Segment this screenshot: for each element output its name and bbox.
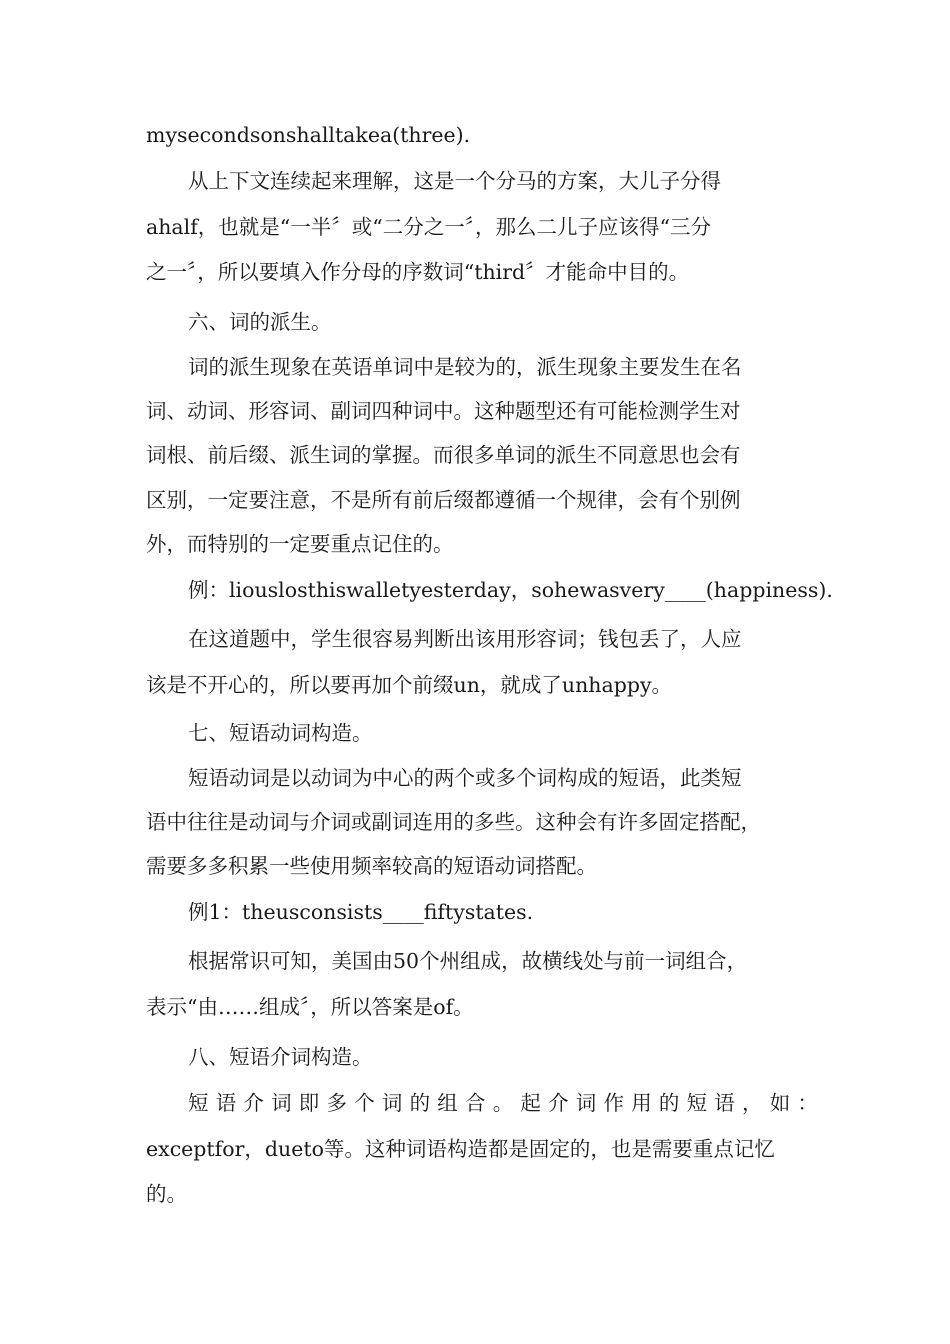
text-line: 根据常识可知，美国由50个州组成，故横线处与前一词组合，	[188, 949, 748, 973]
text-line: 语中往往是动词与介词或副词连用的多些。这种会有许多固定搭配，	[146, 810, 761, 834]
section-heading: 七、短语动词构造。	[188, 721, 373, 745]
text-line: 之一〞，所以要填入作分母的序数词“third〞才能命中目的。	[146, 260, 690, 284]
text-line: 表示“由……组成〞，所以答案是of。	[146, 995, 474, 1019]
text-line: 在这道题中，学生很容易判断出该用形容词；钱包丢了，人应	[188, 627, 742, 651]
text-line: exceptfor，dueto等。这种词语构造都是固定的，也是需要重点记忆	[146, 1137, 775, 1161]
text-line: 需要多多积累一些使用频率较高的短语动词搭配。	[146, 854, 597, 878]
text-line: 从上下文连续起来理解，这是一个分马的方案，大儿子分得	[188, 169, 721, 193]
text-line: 外，而特别的一定要重点记住的。	[146, 532, 454, 556]
section-heading: 六、词的派生。	[188, 310, 332, 334]
text-line: mysecondsonshalltakea(three).	[146, 123, 471, 147]
text-line: 的。	[146, 1182, 187, 1206]
text-line: ahalf，也就是“一半〞或“二分之一〞，那么二儿子应该得“三分	[146, 215, 711, 239]
example-line: 例：liouslosthiswalletyesterday，sohewasvery____(happiness).	[188, 578, 833, 602]
example-line: 例1：theusconsists____fiftystates.	[188, 900, 534, 924]
text-line: 短语介词即多个词的组合。起介词作用的短语，如：	[188, 1091, 826, 1115]
text-line: 词根、前后缀、派生词的掌握。而很多单词的派生不同意思也会有	[146, 443, 741, 467]
text-line: 区别，一定要注意，不是所有前后缀都遵循一个规律，会有个别例	[146, 488, 741, 512]
text-line: 短语动词是以动词为中心的两个或多个词构成的短语，此类短	[188, 766, 742, 790]
section-heading: 八、短语介词构造。	[188, 1045, 373, 1069]
text-line: 词、动词、形容词、副词四种词中。这种题型还有可能检测学生对	[146, 399, 741, 423]
text-line: 该是不开心的，所以要再加个前缀un，就成了unhappy。	[146, 673, 673, 697]
text-line: 词的派生现象在英语单词中是较为的，派生现象主要发生在名	[188, 355, 742, 379]
